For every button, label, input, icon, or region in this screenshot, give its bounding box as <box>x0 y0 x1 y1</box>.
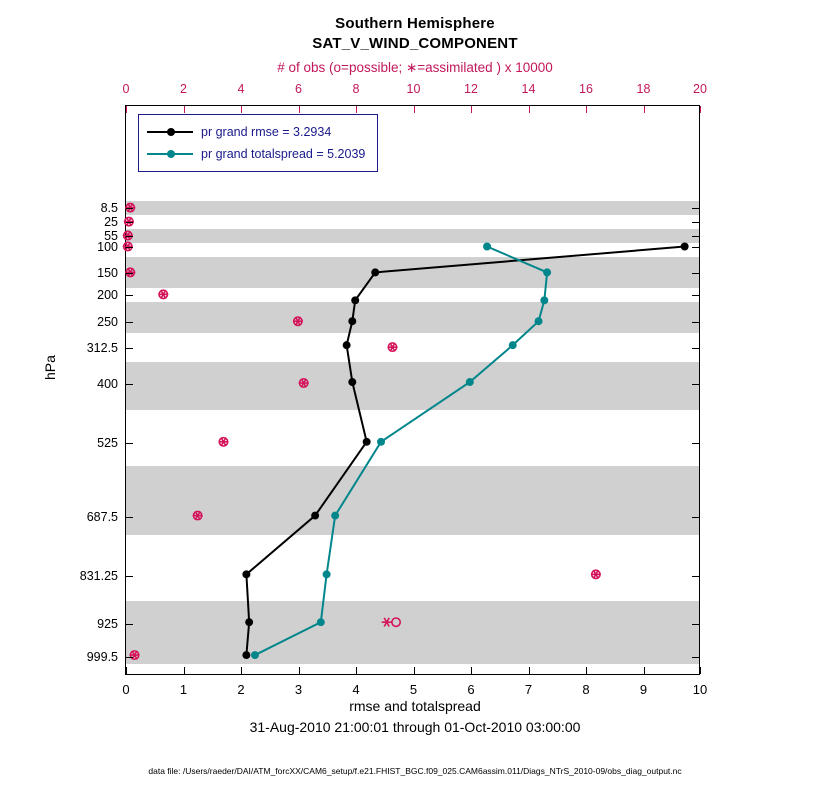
y-tick-label: 525 <box>97 436 118 450</box>
y-tick-label: 312.5 <box>86 341 118 355</box>
y-tick <box>692 576 699 577</box>
bottom-tick <box>700 667 701 674</box>
y-tick <box>692 247 699 248</box>
bottom-tick <box>299 667 300 674</box>
bottom-tick-label: 9 <box>639 682 648 697</box>
bottom-tick-label: 3 <box>294 682 303 697</box>
top-tick-label: 16 <box>579 82 593 96</box>
y-tick-label: 250 <box>97 315 118 329</box>
y-tick <box>126 624 133 625</box>
y-tick <box>692 517 699 518</box>
legend-swatch-rmse <box>147 125 193 139</box>
bottom-tick-label: 2 <box>237 682 245 697</box>
bottom-tick <box>471 667 472 674</box>
y-axis-label: hPa <box>42 355 58 380</box>
top-tick-label: 8 <box>352 82 360 96</box>
y-tick-label: 8.5 <box>100 201 118 215</box>
top-tick-label: 4 <box>237 82 245 96</box>
y-tick <box>126 247 133 248</box>
y-tick <box>692 295 699 296</box>
y-tick <box>126 208 133 209</box>
bottom-tick <box>241 667 242 674</box>
y-tick <box>126 348 133 349</box>
top-tick <box>471 106 472 113</box>
y-tick <box>692 236 699 237</box>
top-tick-label: 20 <box>693 82 707 96</box>
bottom-tick-label: 0 <box>122 682 130 697</box>
bottom-tick-label: 5 <box>409 682 418 697</box>
series-rmse-line <box>246 247 684 656</box>
top-tick-label: 12 <box>464 82 478 96</box>
series-rmse-markers <box>242 243 688 660</box>
y-tick <box>126 384 133 385</box>
top-axis-label: # of obs (o=possible; ∗=assimilated ) x 10000 <box>277 60 553 75</box>
top-tick <box>356 106 357 113</box>
y-tick-label: 831.25 <box>79 569 118 583</box>
y-tick-label: 925 <box>97 617 118 631</box>
y-tick <box>126 657 133 658</box>
top-tick-label: 2 <box>180 82 187 96</box>
y-tick <box>126 576 133 577</box>
bottom-tick <box>356 667 357 674</box>
bottom-tick-label: 1 <box>179 682 188 697</box>
data-file-caption: data file: /Users/raeder/DAI/ATM_forcXX/CAM6_setup/f.e21.FHIST_BGC.f09_025.CAM6assim.011/Diags_NTrS_2010-09/obs_diag_output.nc <box>148 766 682 776</box>
top-tick-label: 6 <box>295 82 302 96</box>
top-tick-label: 18 <box>636 82 651 96</box>
series-totalspread-line <box>255 247 547 656</box>
bottom-tick <box>414 667 415 674</box>
top-tick <box>644 106 645 113</box>
y-tick-label: 200 <box>97 288 118 302</box>
bottom-tick-label: 10 <box>692 682 708 697</box>
top-tick-label: 10 <box>406 82 421 96</box>
legend-item-rmse <box>147 121 365 143</box>
y-tick <box>692 348 699 349</box>
legend-label-rmse: pr grand rmse = 3.2934 <box>201 125 332 139</box>
legend-swatch-totalspread <box>147 147 193 161</box>
y-tick <box>692 322 699 323</box>
legend-label-totalspread: pr grand totalspread = 5.2039 <box>201 147 366 161</box>
y-tick <box>126 295 133 296</box>
top-tick <box>700 106 701 113</box>
y-tick <box>126 322 133 323</box>
top-tick <box>414 106 415 113</box>
y-tick <box>692 657 699 658</box>
bottom-tick <box>126 667 127 674</box>
top-tick <box>241 106 242 113</box>
top-tick <box>529 106 530 113</box>
y-tick-label: 150 <box>97 266 118 280</box>
y-tick <box>692 222 699 223</box>
y-tick <box>692 384 699 385</box>
bottom-tick <box>184 667 185 674</box>
page-title-line1: Southern Hemisphere <box>335 15 495 32</box>
bottom-tick <box>644 667 645 674</box>
chart-series-overlay <box>126 106 699 674</box>
bottom-tick <box>529 667 530 674</box>
bottom-tick-label: 6 <box>467 682 475 697</box>
series-obs-markers <box>123 203 601 659</box>
chart-legend <box>138 114 378 172</box>
top-tick <box>126 106 127 113</box>
date-range-caption: 31-Aug-2010 21:00:01 through 01-Oct-2010 03:00:00 <box>249 719 581 735</box>
legend-item-totalspread <box>147 143 365 165</box>
bottom-tick-label: 8 <box>582 682 590 697</box>
y-tick-label: 999.5 <box>86 650 118 664</box>
y-tick <box>126 517 133 518</box>
y-tick <box>126 222 133 223</box>
bottom-tick <box>586 667 587 674</box>
top-tick <box>299 106 300 113</box>
top-tick <box>184 106 185 113</box>
bottom-tick-label: 7 <box>524 682 533 697</box>
y-tick <box>692 208 699 209</box>
y-tick-label: 400 <box>97 377 118 391</box>
y-tick-label: 55 <box>104 229 118 243</box>
top-tick-label: 14 <box>521 82 536 96</box>
x-axis-label: rmse and totalspread <box>349 698 481 714</box>
y-tick <box>126 443 133 444</box>
y-tick-label: 687.5 <box>86 510 118 524</box>
plot-area <box>79 82 708 697</box>
page-title-line2: SAT_V_WIND_COMPONENT <box>312 35 518 52</box>
series-totalspread-markers <box>251 243 551 660</box>
y-tick <box>692 443 699 444</box>
chart-title-block <box>0 14 830 54</box>
y-tick <box>692 273 699 274</box>
y-tick-label: 100 <box>97 240 118 254</box>
bottom-tick-label: 4 <box>352 682 360 697</box>
y-tick <box>692 624 699 625</box>
y-tick-label: 25 <box>104 215 118 229</box>
top-tick <box>586 106 587 113</box>
y-tick <box>126 273 133 274</box>
top-tick-label: 0 <box>122 82 130 96</box>
y-tick <box>126 236 133 237</box>
